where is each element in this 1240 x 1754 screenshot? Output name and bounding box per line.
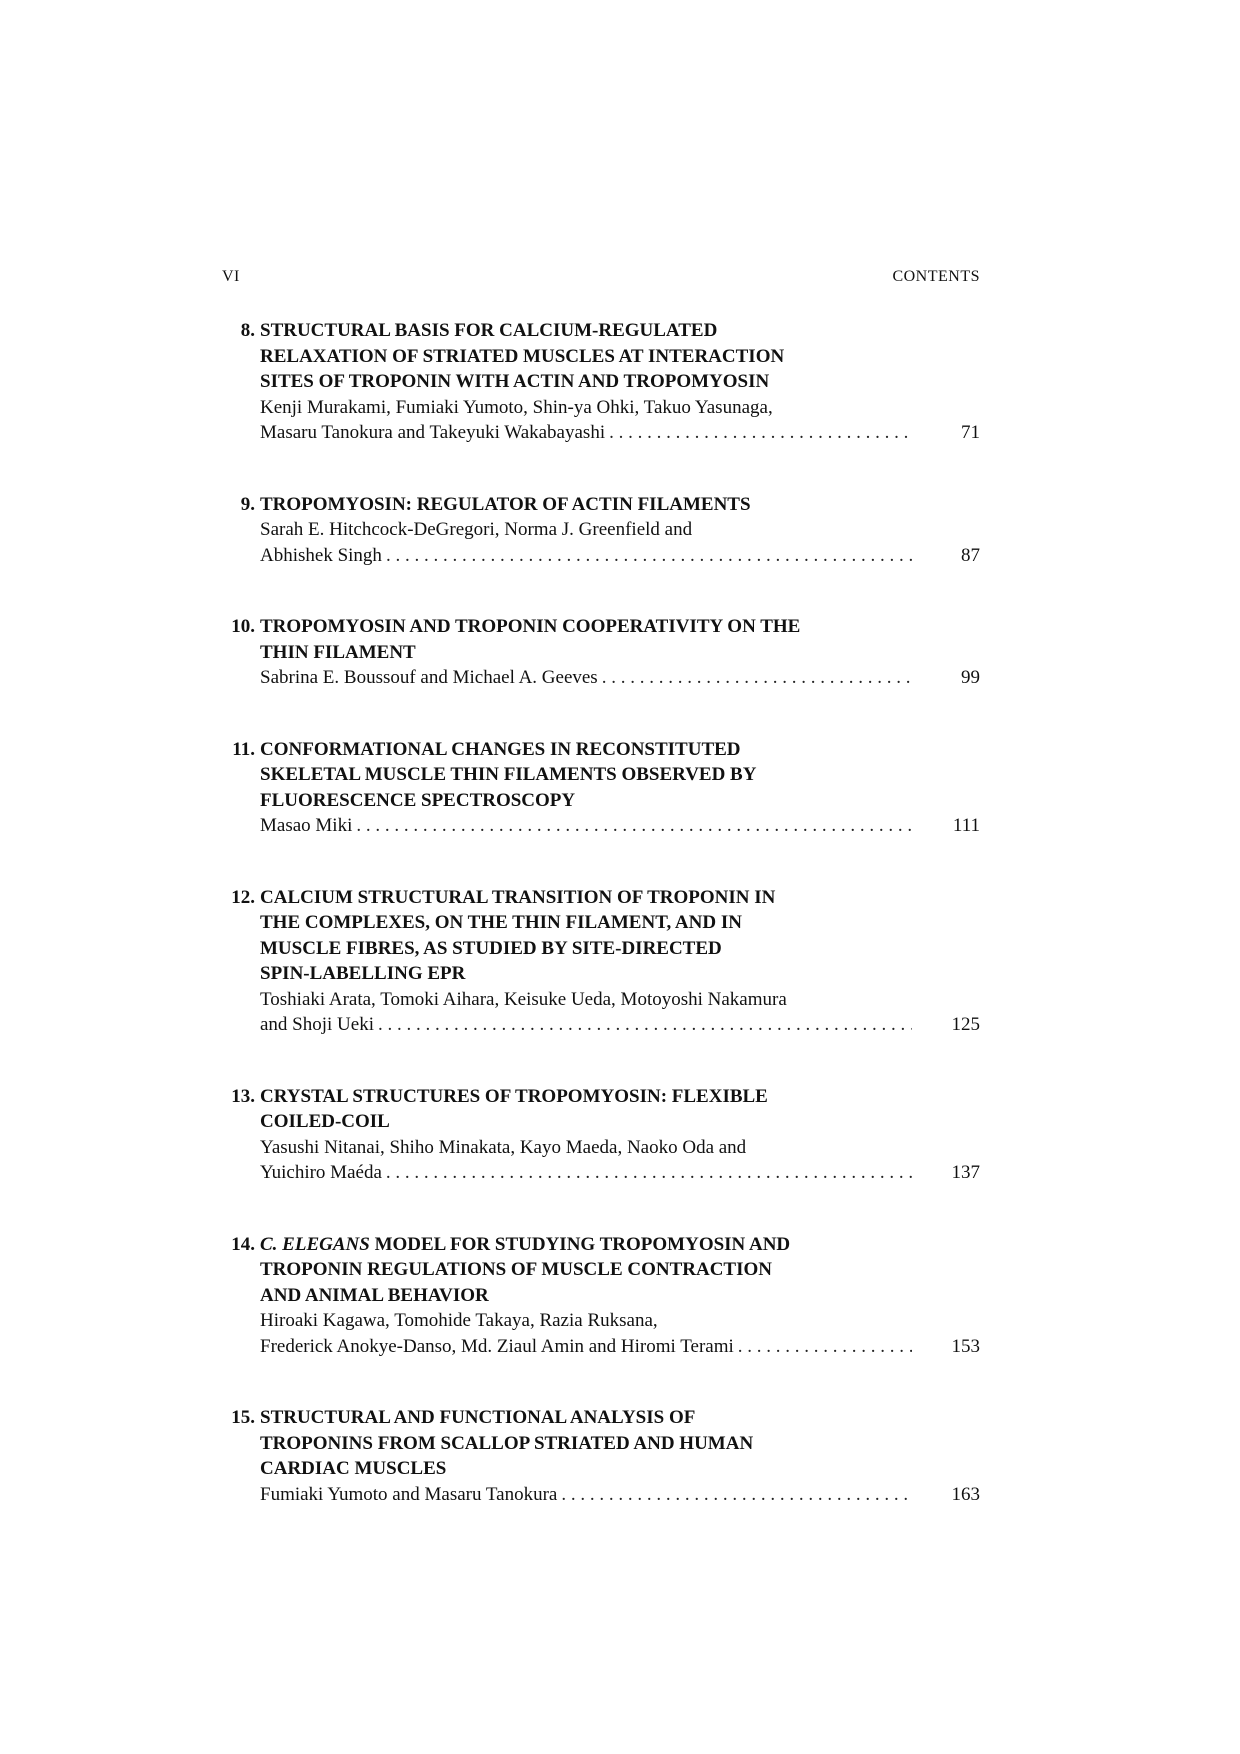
running-head	[222, 268, 980, 286]
page-reference: 87	[961, 544, 980, 566]
page-reference: 137	[951, 1162, 980, 1183]
authors-line: Yasushi Nitanai, Shiho Minakata, Kayo Maeda, Naoko Oda and	[260, 1136, 747, 1158]
toc-entry	[222, 614, 980, 691]
authors-page-line	[260, 1482, 980, 1508]
chapter-title-line: TROPONINS FROM SCALLOP STRIATED AND HUMAN	[260, 1432, 754, 1454]
dot-leader	[602, 665, 912, 691]
table-of-contents	[222, 318, 980, 1553]
chapter-title-line: C. ELEGANS MODEL FOR STUDYING TROPOMYOSIN AND	[260, 1233, 791, 1255]
authors-line: and Shoji Ueki	[260, 1014, 374, 1035]
authors-page-line	[260, 813, 980, 839]
authors-line: Sabrina E. Boussouf and Michael A. Geeves	[260, 667, 598, 688]
authors-line: Yuichiro Maéda	[260, 1162, 382, 1183]
chapter-title-line: STRUCTURAL AND FUNCTIONAL ANALYSIS OF	[260, 1407, 696, 1428]
authors-line: Frederick Anokye-Danso, Md. Ziaul Amin and Hiromi Terami	[260, 1335, 734, 1357]
chapter-title-line: CARDIAC MUSCLES	[260, 1458, 447, 1479]
chapter-title-line: AND ANIMAL BEHAVIOR	[260, 1284, 489, 1306]
chapter-title	[260, 885, 980, 987]
chapter-title-line: CALCIUM STRUCTURAL TRANSITION OF TROPONIN IN	[260, 886, 776, 908]
toc-entry	[222, 737, 980, 839]
page-reference: 163	[951, 1483, 980, 1505]
entry-number: 11.	[232, 738, 255, 760]
authors-page-line	[260, 665, 980, 691]
chapter-title	[260, 1405, 980, 1482]
dot-leader	[378, 1012, 912, 1038]
page-reference: 125	[951, 1014, 980, 1035]
chapter-title-line: SKELETAL MUSCLE THIN FILAMENTS OBSERVED BY	[260, 764, 757, 785]
authors-line: Kenji Murakami, Fumiaki Yumoto, Shin-ya Ohki, Takuo Yasunaga,	[260, 396, 773, 418]
dot-leader	[386, 1160, 912, 1186]
toc-entry	[222, 1084, 980, 1186]
authors-line: Sarah E. Hitchcock-DeGregori, Norma J. Greenfield and	[260, 519, 693, 540]
chapter-title	[260, 1084, 980, 1135]
chapter-title-line: TROPOMYOSIN: REGULATOR OF ACTIN FILAMENTS	[260, 493, 751, 515]
chapter-title	[260, 318, 980, 395]
chapter-title-line: CRYSTAL STRUCTURES OF TROPOMYOSIN: FLEXIBLE	[260, 1085, 768, 1107]
chapter-title-line: THIN FILAMENT	[260, 641, 416, 663]
toc-entry	[222, 1232, 980, 1360]
authors-line: Toshiaki Arata, Tomoki Aihara, Keisuke Ueda, Motoyoshi Nakamura	[260, 988, 787, 1010]
chapter-title-line: SITES OF TROPONIN WITH ACTIN AND TROPOMYOSIN	[260, 371, 770, 392]
chapter-title	[260, 1232, 980, 1309]
chapter-title-line: FLUORESCENCE SPECTROSCOPY	[260, 789, 576, 811]
chapter-title-line: CONFORMATIONAL CHANGES IN RECONSTITUTED	[260, 738, 741, 760]
authors-line: Masaru Tanokura and Takeyuki Wakabayashi	[260, 422, 606, 443]
page-reference: 111	[952, 815, 980, 836]
authors-page-line	[260, 1012, 980, 1038]
entry-number: 12.	[231, 886, 255, 908]
toc-entry	[222, 318, 980, 446]
authors-line: Hiroaki Kagawa, Tomohide Takaya, Razia Ruksana,	[260, 1310, 658, 1331]
authors-line: Masao Miki	[260, 815, 353, 836]
chapter-title	[260, 492, 980, 518]
entry-number: 8.	[240, 320, 255, 341]
page-reference: 153	[951, 1335, 980, 1357]
entry-number: 13.	[231, 1085, 255, 1107]
running-title: CONTENTS	[892, 268, 980, 285]
authors-page-line	[260, 1334, 980, 1360]
dot-leader	[609, 420, 912, 446]
entry-number: 10.	[231, 616, 255, 637]
chapter-title-line: COILED-COIL	[260, 1111, 390, 1132]
entry-number: 9.	[240, 493, 255, 515]
chapter-title-line: SPIN-LABELLING EPR	[260, 963, 466, 984]
authors-line: Fumiaki Yumoto and Masaru Tanokura	[260, 1483, 558, 1505]
authors-line: Abhishek Singh	[260, 544, 382, 566]
page-reference: 99	[961, 667, 980, 688]
page-number: VI	[222, 268, 240, 285]
chapter-title-line: TROPONIN REGULATIONS OF MUSCLE CONTRACTION	[260, 1259, 772, 1280]
entry-number: 14.	[231, 1233, 255, 1255]
italic-term: C. ELEGANS	[260, 1233, 370, 1255]
toc-entry	[222, 1405, 980, 1507]
toc-entry	[222, 492, 980, 569]
dot-leader	[561, 1482, 912, 1508]
authors-page-line	[260, 1160, 980, 1186]
chapter-title-line: THE COMPLEXES, ON THE THIN FILAMENT, AND IN	[260, 912, 742, 933]
chapter-title-line: TROPOMYOSIN AND TROPONIN COOPERATIVITY ON THE	[260, 616, 801, 637]
entry-number: 15.	[231, 1407, 255, 1428]
chapter-title-line: STRUCTURAL BASIS FOR CALCIUM-REGULATED	[260, 320, 718, 341]
dot-leader	[738, 1334, 912, 1360]
chapter-title	[260, 737, 980, 814]
chapter-title	[260, 614, 980, 665]
toc-entry	[222, 885, 980, 1038]
dot-leader	[356, 813, 912, 839]
authors-page-line	[260, 543, 980, 569]
chapter-title-line: MUSCLE FIBRES, AS STUDIED BY SITE-DIRECTED	[260, 937, 722, 959]
page-reference: 71	[961, 422, 980, 443]
chapter-title-line: RELAXATION OF STRIATED MUSCLES AT INTERACTION	[260, 345, 785, 367]
dot-leader	[386, 543, 912, 569]
authors-page-line	[260, 420, 980, 446]
